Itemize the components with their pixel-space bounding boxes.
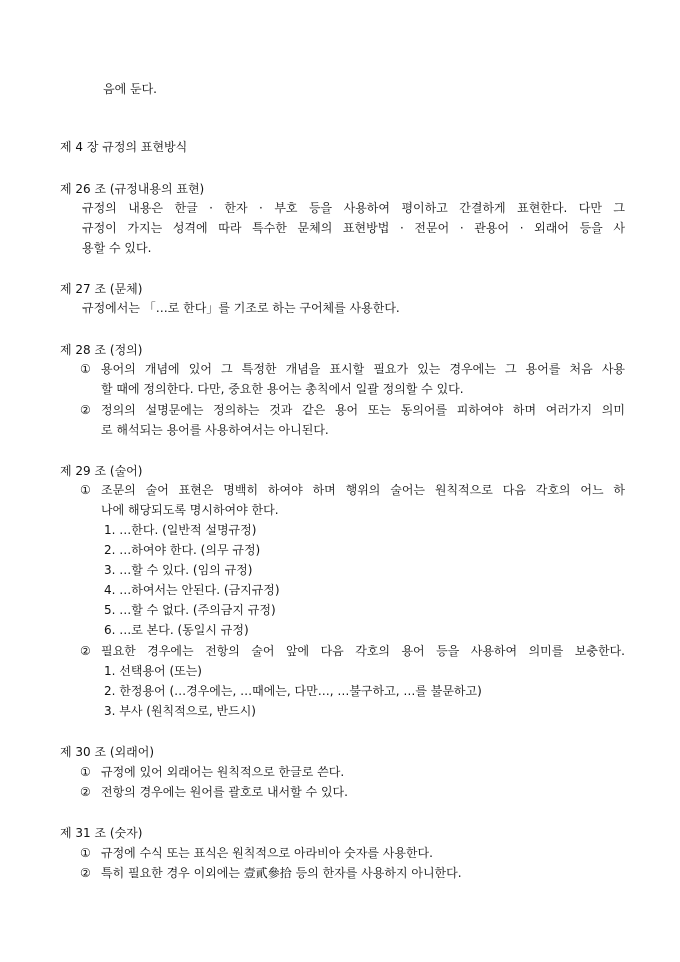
article-28-item-1-marker: ① <box>80 362 91 376</box>
article-29-item-1-line-1: 조문의 술어 표현은 명백히 하여야 하며 행위의 술어는 원칙적으로 다음 각호의 어느 하 <box>101 483 625 497</box>
article-29-item-2-subitem-1: 1. 선택용어 (또는) <box>104 664 202 678</box>
article-31-item-2-marker: ② <box>80 866 91 880</box>
article-27-line-1: 규정에서는 「…로 한다」를 기조로 하는 구어체를 사용한다. <box>82 301 400 315</box>
article-29-subitem-1: 1. …한다. (일반적 설명규정) <box>104 523 257 537</box>
article-28-item-2-line-1: 정의의 설명문에는 정의하는 것과 같은 용어 또는 동의어를 피하여야 하며 여러가지 의미 <box>101 403 625 417</box>
article-28-heading: 제 28 조 (정의) <box>60 343 143 357</box>
article-31-item-1-line-1: 규정에 수식 또는 표식은 원칙적으로 아라비아 숫자를 사용한다. <box>101 846 433 860</box>
article-30-item-2-line-1: 전항의 경우에는 원어를 괄호로 내서할 수 있다. <box>101 785 348 799</box>
article-29-item-2-marker: ② <box>80 644 91 658</box>
article-28-item-2-line-2: 로 해석되는 용어를 사용하여서는 아니된다. <box>101 423 329 437</box>
article-29-item-2-line-1: 필요한 경우에는 전항의 술어 앞에 다음 각호의 용어 등을 사용하여 의미를 보충한다. <box>101 644 625 658</box>
article-26-line-1: 규정의 내용은 한글 · 한자 · 부호 등을 사용하여 평이하고 간결하게 표현한다. 다만 그 <box>82 201 625 215</box>
article-30-heading: 제 30 조 (외래어) <box>60 745 155 759</box>
continuation-text: 음에 둔다. <box>103 82 157 96</box>
article-26-heading: 제 26 조 (규정내용의 표현) <box>60 182 205 196</box>
article-29-subitem-6: 6. …로 본다. (동일시 규정) <box>104 623 249 637</box>
article-28-item-1-line-1: 용어의 개념에 있어 그 특정한 개념을 표시할 필요가 있는 경우에는 그 용어를 처음 사용 <box>101 362 625 376</box>
article-29-item-1-marker: ① <box>80 483 91 497</box>
article-31-item-2-line-1: 특히 필요한 경우 이외에는 壹貳參拾 등의 한자를 사용하지 아니한다. <box>101 866 462 880</box>
article-30-item-1-marker: ① <box>80 765 91 779</box>
article-29-item-2-subitem-2: 2. 한정용어 (…경우에는, …때에는, 다만…, …불구하고, …를 불문하고) <box>104 684 482 698</box>
article-29-item-1-line-2: 나에 해당되도록 명시하여야 한다. <box>101 503 279 517</box>
article-29-subitem-3: 3. …할 수 있다. (임의 규정) <box>104 563 253 577</box>
article-31-item-1-marker: ① <box>80 846 91 860</box>
article-26-line-3: 용할 수 있다. <box>82 241 152 255</box>
article-29-subitem-2: 2. …하여야 한다. (의무 규정) <box>104 543 261 557</box>
article-28-item-1-line-2: 할 때에 정의한다. 다만, 중요한 용어는 총칙에서 일괄 정의할 수 있다. <box>101 382 464 396</box>
article-29-subitem-4: 4. …하여서는 안된다. (금지규정) <box>104 583 280 597</box>
article-28-item-2-marker: ② <box>80 403 91 417</box>
article-29-item-2-subitem-3: 3. 부사 (원칙적으로, 반드시) <box>104 704 256 718</box>
article-26-line-2: 규정이 가지는 성격에 따라 특수한 문체의 표현방법 · 전문어 · 관용어 · 외래어 등을 사 <box>82 221 625 235</box>
article-29-subitem-5: 5. …할 수 없다. (주의금지 규정) <box>104 603 276 617</box>
chapter-title: 제 4 장 규정의 표현방식 <box>60 140 188 154</box>
article-29-heading: 제 29 조 (술어) <box>60 464 143 478</box>
article-27-heading: 제 27 조 (문체) <box>60 282 143 296</box>
article-30-item-1-line-1: 규정에 있어 외래어는 원칙적으로 한글로 쓴다. <box>101 765 345 779</box>
article-30-item-2-marker: ② <box>80 785 91 799</box>
article-31-heading: 제 31 조 (숫자) <box>60 826 143 840</box>
